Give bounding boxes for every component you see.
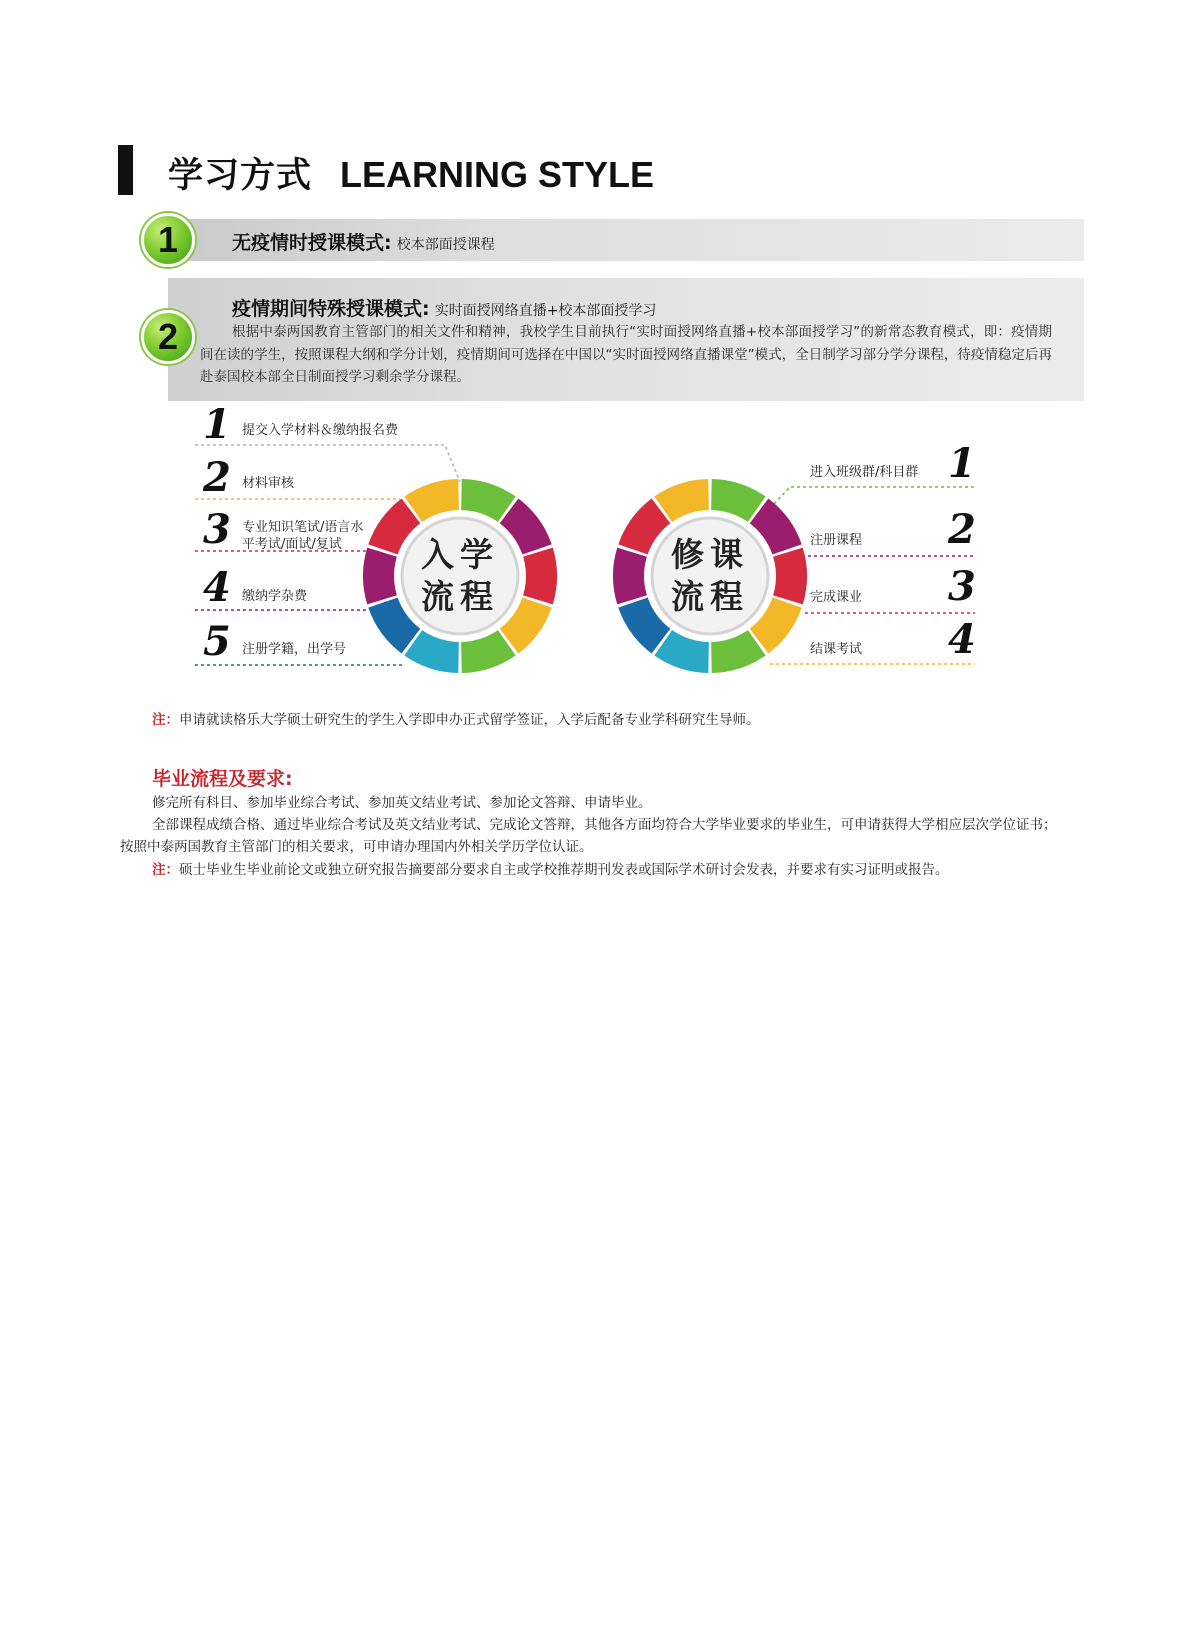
study-center-line1: 修课	[671, 535, 749, 574]
study-ring-segment	[613, 548, 649, 605]
admission-step-3-text-line1: 专业知识笔试/语言水	[242, 520, 364, 535]
page-title-cn: 学习方式	[168, 156, 313, 196]
title-accent-bar	[118, 145, 133, 195]
page-title	[168, 148, 654, 198]
study-step-4-text: 结课考试	[810, 642, 863, 657]
admission-note-prefix: 注：	[152, 712, 179, 728]
mode-2-line	[232, 294, 656, 321]
mode-1-line	[232, 228, 495, 255]
study-step-2-number: 2	[948, 506, 976, 553]
admission-step-4-text: 缴纳学杂费	[242, 589, 308, 604]
mode-1-number-badge: 1	[141, 213, 195, 267]
admission-note-text: 申请就读格乐大学硕士研究生的学生入学即申办正式留学签证，入学后配备专业学科研究生导师。	[179, 712, 760, 728]
graduation-note	[152, 858, 949, 878]
admission-step-3-text	[242, 519, 363, 553]
study-step-3-number: 3	[948, 563, 976, 610]
admission-ring-segment	[521, 548, 557, 605]
admission-ring-segment	[363, 548, 399, 605]
admission-step-2-text: 材料审核	[242, 476, 295, 491]
mode-2-number-badge: 2	[141, 310, 195, 364]
mode-2-description: 根据中泰两国教育主管部门的相关文件和精神，我校学生目前执行“实时面授网络直播+校本部面授学习”的新常态教育模式，即：疫情期间在读的学生，按照课程大纲和学分计划，疫情期间可选择在中国以“实时面授网络直播课堂”模式，全日制学习部分学分课程，待疫情稳定后再赴泰国校本部全日制面授学习剩余学分课程。	[200, 324, 1052, 385]
study-ring-segment	[771, 548, 807, 605]
admission-step-3-text-line2: 平考试/面试/复试	[242, 537, 342, 552]
admission-step-5-text: 注册学籍，出学号	[242, 642, 347, 657]
graduation-line-2: 全部课程成绩合格、通过毕业综合考试及英文结业考试、完成论文答辩，其他各方面均符合大学毕业要求的毕业生，可申请获得大学相应层次学位证书；	[152, 817, 1057, 833]
study-center-line2: 流程	[671, 577, 749, 616]
admission-step-5-number: 5	[203, 618, 231, 665]
study-step-3-text: 完成课业	[810, 590, 863, 605]
process-diagram	[0, 400, 1200, 700]
admission-step-1-line	[195, 445, 460, 482]
admission-step-2-number: 2	[203, 454, 231, 501]
admission-step-1-text: 提交入学材料＆缴纳报名费	[242, 423, 399, 438]
study-step-2-text: 注册课程	[810, 533, 863, 548]
study-step-1-text: 进入班级群/科目群	[810, 465, 919, 480]
study-center-label	[655, 534, 765, 618]
mode-1-value: 校本部面授课程	[396, 237, 495, 253]
page-title-en: LEARNING STYLE	[340, 154, 655, 195]
study-step-4-number: 4	[948, 616, 976, 663]
graduation-title: 毕业流程及要求:	[152, 768, 293, 790]
admission-step-4-number: 4	[203, 564, 231, 611]
admission-center-line1: 入学	[421, 535, 499, 574]
admission-center-line2: 流程	[421, 577, 499, 616]
admission-center-label	[405, 534, 515, 618]
graduation-line-3: 按照中泰两国教育主管部门的相关要求，可申请办理国内外相关学历学位认证。	[120, 839, 593, 855]
graduation-note-prefix: 注：	[152, 862, 179, 878]
study-step-1-number: 1	[948, 440, 976, 487]
mode-2-label: 疫情期间特殊授课模式:	[232, 298, 430, 320]
study-step-1-line	[770, 487, 975, 508]
admission-step-1-number: 1	[203, 401, 231, 448]
graduation-note-text: 硕士毕业生毕业前论文或独立研究报告摘要部分要求自主或学校推荐期刊发表或国际学术研讨会发表，并要求有实习证明或报告。	[179, 862, 949, 878]
mode-1-label: 无疫情时授课模式:	[232, 232, 392, 254]
admission-note	[152, 708, 760, 728]
process-diagram-graphics	[0, 400, 1200, 700]
graduation-line-1: 修完所有科目、参加毕业综合考试、参加英文结业考试、参加论文答辩、申请毕业。	[152, 795, 652, 811]
mode-2-value: 实时面授网络直播+校本部面授学习	[434, 303, 657, 319]
admission-step-3-number: 3	[203, 506, 231, 553]
